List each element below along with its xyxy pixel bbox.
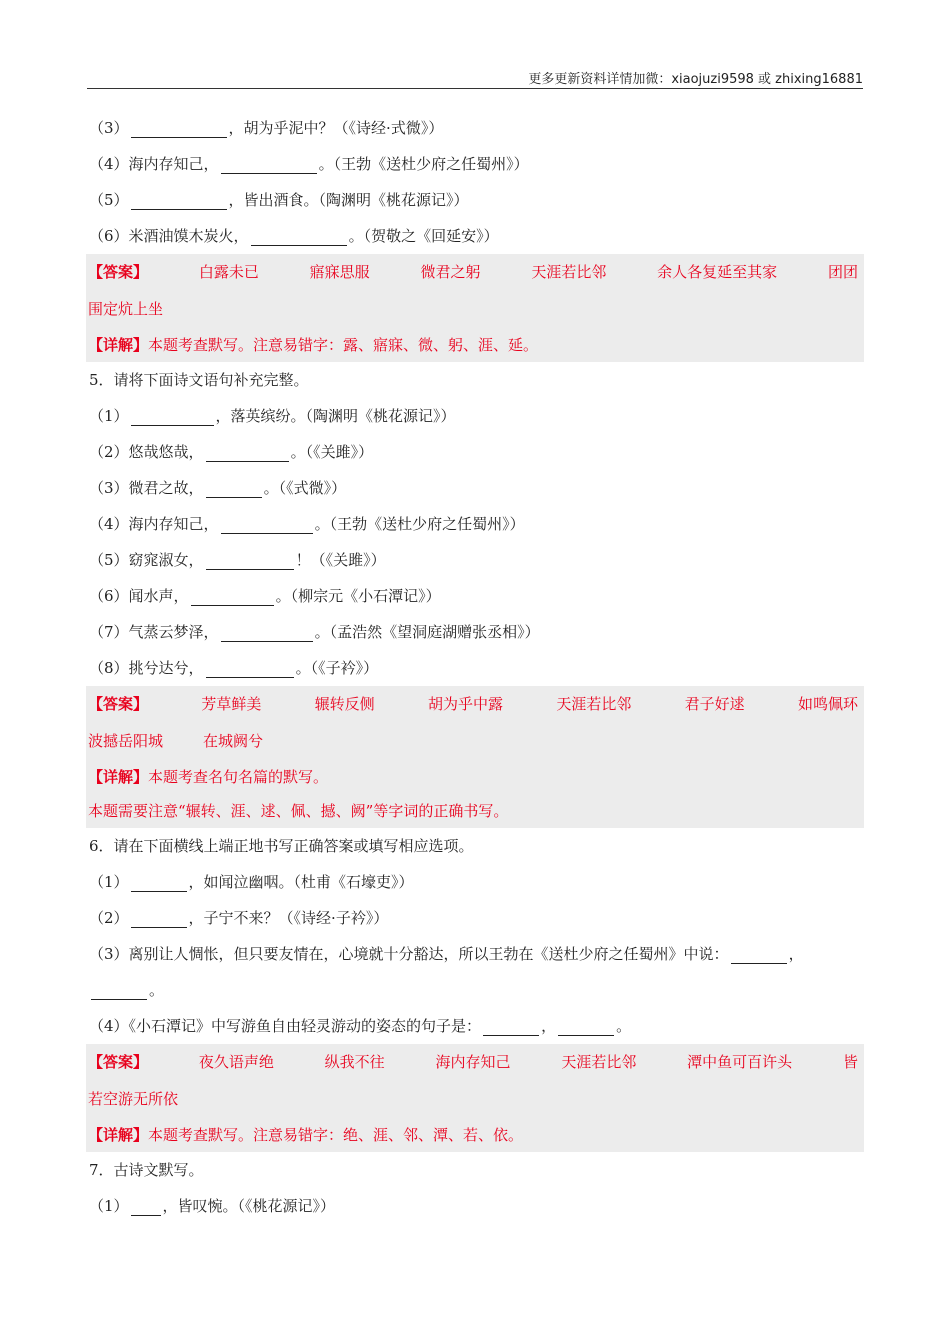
answer-box	[86, 686, 864, 828]
question-line: （4）海内存知己， 。（王勃《送杜少府之任蜀州》）	[89, 515, 525, 533]
answer-item: 若空游无所依	[88, 1090, 179, 1108]
detail-line: 【详解】本题考查默写。注意易错字：露、寤寐、微、躬、涯、延。	[88, 336, 539, 354]
question-line: （4）《小石潭记》中写游鱼自由轻灵游动的姿态的句子是： ， 。	[89, 1017, 632, 1035]
question-line: （6）米酒油馍木炭火， 。（贺敬之《回延安》）	[89, 227, 499, 245]
question-line: （3）微君之故， 。（《式微》）	[89, 479, 347, 497]
fill-blank	[131, 911, 187, 928]
fill-blank	[251, 229, 347, 246]
question-title: 7．古诗文默写。	[89, 1161, 204, 1179]
fill-blank	[221, 157, 317, 174]
answer-item: 微君之躬	[420, 263, 481, 281]
answer-box	[86, 1044, 864, 1152]
fill-blank	[206, 553, 294, 570]
answer-tag: 【答案】	[88, 263, 149, 281]
question-line: （1） ，如闻泣幽咽。（杜甫《石壕吏》）	[89, 873, 414, 891]
question-line: （4）海内存知己， 。（王勃《送杜少府之任蜀州》）	[89, 155, 529, 173]
answer-tag: 【答案】	[88, 1053, 149, 1071]
answer-item: 天涯若比邻	[556, 695, 632, 713]
detail-tag: 【详解】	[88, 336, 149, 354]
fill-blank	[221, 625, 313, 642]
answer-item: 辗转反侧	[314, 695, 375, 713]
fill-blank	[131, 409, 214, 426]
fill-blank	[206, 661, 294, 678]
fill-blank	[558, 1019, 614, 1036]
answer-item: 寤寐思服	[309, 263, 370, 281]
answer-item: 纵我不往	[324, 1053, 385, 1071]
header-note: 更多更新资料详情加微：xiaojuzi9598 或 zhixing16881	[528, 72, 863, 87]
question-title: 5．请将下面诗文语句补充完整。	[89, 371, 309, 389]
question-line: （2）悠哉悠哉， 。（《关雎》）	[89, 443, 374, 461]
question-line: （8）挑兮达兮， 。（《子衿》）	[89, 659, 379, 677]
answer-row	[86, 254, 864, 290]
answer-item: 波撼岳阳城	[88, 732, 164, 750]
answer-item: 天涯若比邻	[531, 263, 607, 281]
document-body	[87, 110, 864, 1224]
question-line: （6）闻水声， 。（柳宗元《小石潭记》）	[89, 587, 441, 605]
detail-tag: 【详解】	[88, 1126, 149, 1144]
answer-item: 余人各复延至其家	[657, 263, 778, 281]
question-line: 。	[87, 972, 864, 1008]
fill-blank	[131, 1199, 161, 1216]
question-title: 6．请在下面横线上端正地书写正确答案或填写相应选项。	[89, 837, 474, 855]
fill-blank	[91, 983, 147, 1000]
question-line: （3）离别让人惆怅，但只要友情在，心境就十分豁达，所以王勃在《送杜少府之任蜀州》中说： ，	[89, 945, 804, 963]
answer-row	[86, 722, 864, 760]
answer-item: 潭中鱼可百许头	[687, 1053, 793, 1071]
answer-item: 如鸣佩环	[797, 695, 858, 713]
answer-item: 围定炕上坐	[88, 300, 164, 318]
answer-item: 君子好逑	[684, 695, 745, 713]
question-line: （1） ，皆叹惋。（《桃花源记》）	[89, 1197, 336, 1215]
fill-blank	[731, 947, 787, 964]
fill-blank	[131, 875, 187, 892]
question-line: （7）气蒸云梦泽， 。（孟浩然《望洞庭湖赠张丞相》）	[89, 623, 540, 641]
answer-item: 海内存知己	[435, 1053, 511, 1071]
fill-blank	[191, 589, 274, 606]
answer-item: 胡为乎中露	[427, 695, 503, 713]
answer-item: 皆	[842, 1053, 858, 1071]
fill-blank	[483, 1019, 539, 1036]
answer-tag: 【答案】	[88, 695, 149, 713]
answer-item: 芳草鲜美	[201, 695, 262, 713]
question-line: （3） ，胡为乎泥中？（《诗经·式微》）	[89, 119, 444, 137]
answer-item: 在城阙兮	[203, 732, 264, 750]
answer-item: 夜久语声绝	[198, 1053, 274, 1071]
fill-blank	[206, 481, 262, 498]
fill-blank	[206, 445, 289, 462]
detail-line: 【详解】本题考查默写。注意易错字：绝、涯、邻、潭、若、依。	[88, 1126, 524, 1144]
fill-blank	[131, 121, 227, 138]
question-line: （5）窈窕淑女， ！（《关雎》）	[89, 551, 386, 569]
answer-item: 团团	[827, 263, 858, 281]
detail-line: 【详解】本题考查名句名篇的默写。	[88, 768, 329, 786]
question-line: （2） ，子宁不来？（《诗经·子衿》）	[89, 909, 389, 927]
question-line: （1） ，落英缤纷。（陶渊明《桃花源记》）	[89, 407, 456, 425]
answer-row	[86, 1044, 864, 1080]
answer-item: 天涯若比邻	[561, 1053, 637, 1071]
fill-blank	[221, 517, 313, 534]
question-line: （5） ，皆出酒食。（陶渊明《桃花源记》）	[89, 191, 469, 209]
answer-box	[86, 254, 864, 362]
header-rule	[87, 88, 863, 89]
answer-row	[86, 290, 864, 328]
detail-line: 本题需要注意“辗转、涯、逑、佩、撼、阙”等字词的正确书写。	[88, 802, 509, 820]
fill-blank	[131, 193, 227, 210]
answer-row	[86, 686, 864, 722]
detail-tag: 【详解】	[88, 768, 149, 786]
answer-row	[86, 1080, 864, 1118]
answer-item: 白露未已	[198, 263, 259, 281]
